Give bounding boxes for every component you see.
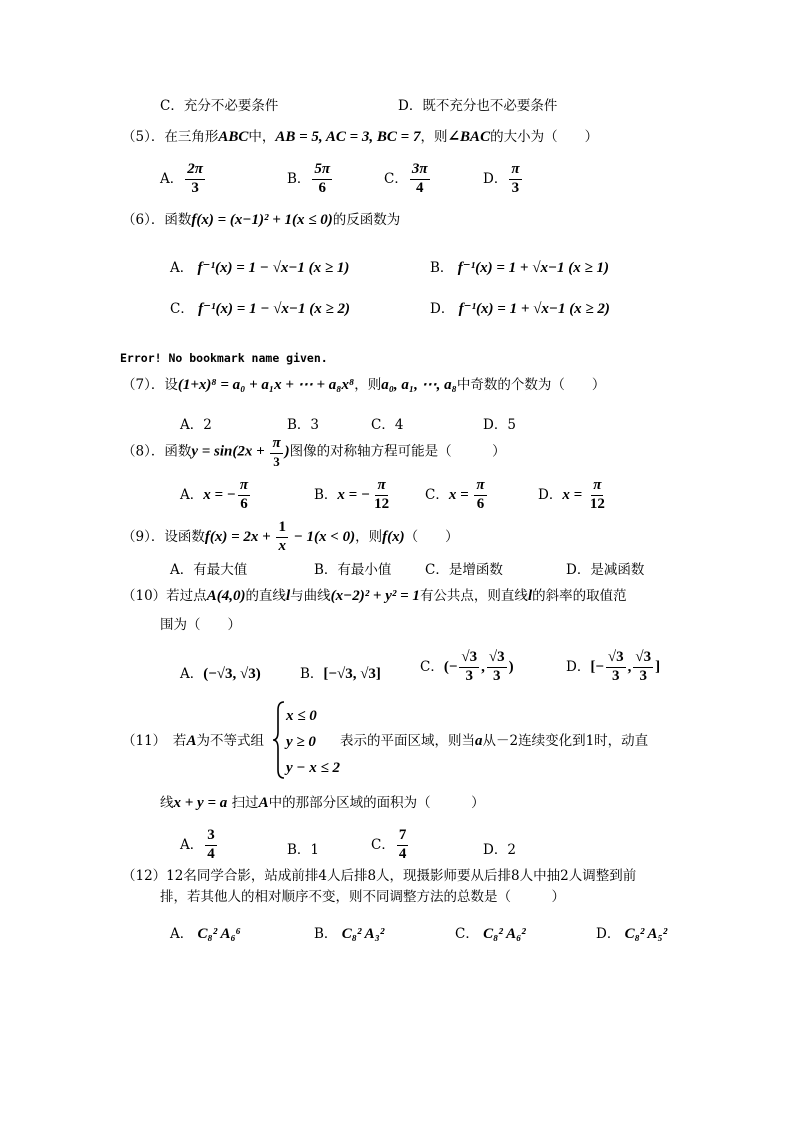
q11-line2c: 中的那部分区域的面积为（ ） (268, 795, 485, 811)
q11-c-denominator: 4 (398, 845, 407, 862)
q8-option-b-label: B． (314, 486, 338, 503)
q4-option-c: C．充分不必要条件 (160, 98, 279, 114)
q12-option-c-label: C． (455, 926, 479, 942)
q8-number: （8）．函数 (122, 443, 192, 460)
q8-option-c-label: C． (425, 486, 449, 503)
q11-option-c (371, 828, 410, 863)
q10-option-b (300, 662, 381, 683)
q10-line-l2: l (527, 588, 533, 604)
q12-option-d-label: D． (596, 926, 621, 942)
q5-option-c-label: C． (384, 170, 408, 187)
q5-option-c (384, 162, 432, 197)
q8-func-denominator: 3 (273, 453, 280, 469)
q8-option-a-label: A． (180, 486, 204, 503)
q10-curve: (x−2)² + y² = 1 (330, 588, 420, 604)
q7-tail: 中奇数的个数为（ ） (456, 377, 606, 393)
question-11-start (122, 734, 264, 749)
q8-d-pre: x = (562, 486, 586, 503)
q8-c-pre: x = (448, 486, 473, 503)
q11-a-denominator: 4 (207, 845, 215, 862)
q9-mid: ，则 (355, 528, 383, 545)
q10-c-numerator2: √3 (487, 650, 507, 668)
q10-c-denominator: 3 (465, 667, 473, 684)
q6-option-a-expr: f⁻¹(x) = 1 − √x−1 (x ≥ 1) (197, 260, 350, 276)
q11-option-d: D．2 (483, 842, 516, 858)
q9-option-c: C．是增函数 (425, 562, 503, 578)
q9-func-denominator: x (278, 537, 286, 554)
q8-c-numerator: π (474, 478, 486, 496)
q5-a-numerator: 2π (185, 162, 205, 180)
q4-option-d: D．既不充分也不必要条件 (398, 98, 558, 114)
q10-c-sep: , (481, 658, 485, 675)
q11-c-numerator: 7 (397, 828, 409, 846)
question-6 (122, 213, 400, 228)
q10-d-denominator2: 3 (639, 667, 647, 684)
q10-number: （10）若过点 (122, 588, 207, 604)
q7-option-b: B．3 (287, 417, 320, 433)
q8-option-d (538, 478, 609, 513)
q9-option-a: A．有最大值 (170, 562, 248, 578)
q12-option-c (455, 922, 526, 943)
q7-option-a: A．2 (180, 417, 212, 433)
q6-number: （6）．函数 (122, 212, 192, 228)
q11-inequality-2: y ≥ 0 (286, 734, 316, 750)
q9-option-d: D．是减函数 (566, 562, 645, 578)
q10-d-numerator2: √3 (633, 650, 653, 668)
q10-option-b-label: B． (300, 666, 324, 682)
q8-option-c (425, 478, 489, 513)
q5-d-denominator: 3 (511, 179, 520, 196)
question-7 (122, 378, 605, 393)
q9-tail: （ ） (404, 528, 459, 545)
q5-a-denominator: 3 (191, 179, 199, 196)
q6-option-a-label: A． (170, 260, 194, 276)
q11-mid: 为不等式组 (196, 733, 264, 749)
q11-param-a: a (475, 733, 483, 749)
q11-option-a-label: A． (180, 836, 204, 853)
q11-a-numerator: 3 (205, 828, 217, 846)
question-11-cont (340, 734, 648, 749)
q10-option-a-expr: (−√3, √3) (203, 666, 261, 682)
q11-inequality-3: y − x ≤ 2 (286, 760, 340, 776)
q10-option-d (566, 650, 660, 685)
q10-d-post: ] (655, 658, 661, 675)
question-8 (122, 436, 506, 468)
q5-number: （5）．在三角形 (122, 129, 219, 145)
q12-option-a-expr: C₈² A₆⁶ (197, 926, 241, 942)
q11-region-a: A (186, 733, 197, 749)
q11-brace-icon (272, 700, 286, 780)
q12-option-b-label: B． (314, 926, 338, 942)
q10-mid1: 的直线 (245, 588, 286, 604)
q11-option-c-label: C． (371, 836, 395, 853)
q7-coefficients: a₀, a₁, ⋯, a₈ (381, 377, 457, 393)
q8-func-pre: y = sin(2x + (191, 443, 269, 460)
q11-option-a (180, 828, 219, 863)
q5-c-numerator: 3π (410, 162, 430, 180)
q10-d-pre: [− (590, 658, 604, 675)
q9-func-pre: f(x) = 2x + (204, 528, 275, 545)
q5-triangle: ABC (218, 129, 249, 145)
q10-c-denominator2: 3 (492, 667, 501, 684)
q6-option-c (170, 297, 350, 318)
q6-option-c-label: C． (170, 301, 194, 317)
q10-c-post: ) (508, 658, 514, 675)
q12-line2: 排，若其他人的相对顺序不变，则不同调整方法的总数是（ ） (160, 889, 565, 905)
q5-mid: 中， (248, 129, 276, 145)
q6-option-b-expr: f⁻¹(x) = 1 + √x−1 (x ≥ 1) (457, 260, 610, 276)
bookmark-error: Error! No bookmark name given. (120, 351, 328, 365)
q6-option-c-expr: f⁻¹(x) = 1 − √x−1 (x ≥ 2) (198, 301, 350, 317)
q8-tail: 图像的对称轴方程可能是（ ） (289, 443, 506, 460)
q10-option-c-label: C． (420, 658, 444, 675)
q12-option-c-expr: C₈² A₆² (483, 926, 526, 942)
q8-func-numerator: π (270, 436, 282, 454)
q6-option-b (430, 256, 609, 277)
q8-func-post: ) (284, 443, 290, 460)
q8-b-denominator: 12 (374, 495, 390, 512)
q8-a-denominator: 6 (240, 495, 248, 512)
q8-a-pre: x = − (203, 486, 236, 503)
question-5 (122, 130, 598, 145)
q7-expansion: (1+x)⁸ = a₀ + a₁x + ⋯ + a₈x⁸ (177, 377, 355, 393)
q10-d-sep: , (627, 658, 632, 675)
q9-option-b: B．有最小值 (314, 562, 392, 578)
q8-option-b (314, 478, 393, 513)
q10-tail: 的斜率的取值范 (532, 588, 627, 604)
q11-tail: 从－2连续变化到1时，动直 (482, 733, 649, 749)
question-9 (122, 520, 459, 555)
q5-option-a (160, 162, 207, 197)
q5-b-denominator: 6 (318, 179, 327, 196)
q10-point: A(4,0) (206, 588, 246, 604)
q8-b-numerator: π (375, 478, 387, 496)
q7-option-c: C．4 (371, 417, 404, 433)
q11-line2a: 线 (160, 795, 174, 811)
q5-option-b (287, 162, 334, 197)
q7-number: （7）．设 (122, 377, 178, 393)
q10-option-c (420, 650, 514, 685)
q10-option-a (180, 662, 261, 683)
q5-d-numerator: π (509, 162, 521, 180)
q10-d-denominator: 3 (611, 667, 620, 684)
q7-mid: ，则 (354, 377, 382, 393)
q9-number: （9）．设函数 (122, 528, 205, 545)
q11-moving-line: x + y = a (173, 795, 228, 811)
q10-line-l: l (285, 588, 291, 604)
q6-option-a (170, 256, 349, 277)
q12-option-b-expr: C₈² A₃² (341, 926, 385, 942)
q10-c-numerator: √3 (459, 650, 479, 668)
q9-func-numerator: 1 (276, 520, 288, 538)
q8-option-a (180, 478, 252, 513)
q5-tail: 的大小为（ ） (490, 129, 599, 145)
q5-option-d (483, 162, 524, 197)
q10-tail2: 围为（ ） (160, 617, 241, 633)
q5-b-numerator: 5π (312, 162, 332, 180)
q8-d-numerator: π (591, 478, 603, 496)
q5-angle: ∠BAC (447, 129, 491, 145)
q12-option-a (170, 922, 241, 943)
q11-mid2: 表示的平面区域，则当 (340, 733, 475, 749)
q8-a-numerator: π (238, 478, 250, 496)
q5-option-a-label: A． (160, 170, 184, 187)
question-10 (122, 589, 627, 604)
q9-func-post: − 1(x < 0) (289, 528, 356, 545)
q8-d-denominator: 12 (589, 495, 605, 512)
q10-d-numerator: √3 (606, 650, 626, 668)
q6-option-d (430, 297, 610, 318)
q10-option-a-label: A． (180, 666, 204, 682)
q7-option-d: D．5 (483, 417, 516, 433)
q8-c-denominator: 6 (476, 495, 485, 512)
q5-equations: AB = 5, AC = 3, BC = 7 (275, 129, 421, 145)
q6-tail: 的反函数为 (332, 212, 401, 228)
q10-mid3: 有公共点，则直线 (419, 588, 528, 604)
q10-c-pre: (− (443, 658, 458, 675)
q6-option-d-label: D． (430, 301, 455, 317)
q12-option-a-label: A． (170, 926, 194, 942)
q5-c-denominator: 4 (415, 179, 424, 196)
q8-b-pre: x = − (337, 486, 371, 503)
q8-option-d-label: D． (538, 486, 563, 503)
q6-option-b-label: B． (430, 260, 454, 276)
q11-option-b: B．1 (287, 842, 320, 858)
q5-then: ，则 (420, 129, 448, 145)
q10-mid2: 与曲线 (290, 588, 331, 604)
q10-option-b-expr: [−√3, √3] (323, 666, 381, 682)
q11-inequality-1: x ≤ 0 (286, 708, 317, 724)
q6-option-d-expr: f⁻¹(x) = 1 + √x−1 (x ≥ 2) (458, 301, 610, 317)
q6-function: f(x) = (x−1)² + 1(x ≤ 0) (191, 212, 333, 228)
question-11-line2 (160, 796, 485, 811)
q5-option-d-label: D． (483, 170, 508, 187)
q12-option-d-expr: C₈² A₅² (624, 926, 668, 942)
q10-option-d-label: D． (566, 658, 591, 675)
q11-line2b: 扫过 (231, 795, 259, 811)
q5-option-b-label: B． (287, 170, 311, 187)
q12-line1: （12）12名同学合影，站成前排4人后排8人，现摄影师要从后排8人中抽2人调整到前 (122, 868, 637, 884)
q12-option-d (596, 922, 667, 943)
q11-number: （11） 若 (122, 733, 187, 749)
q9-fx: f(x) (382, 528, 405, 545)
q12-option-b (314, 922, 384, 943)
q11-region-a2: A (258, 795, 269, 811)
